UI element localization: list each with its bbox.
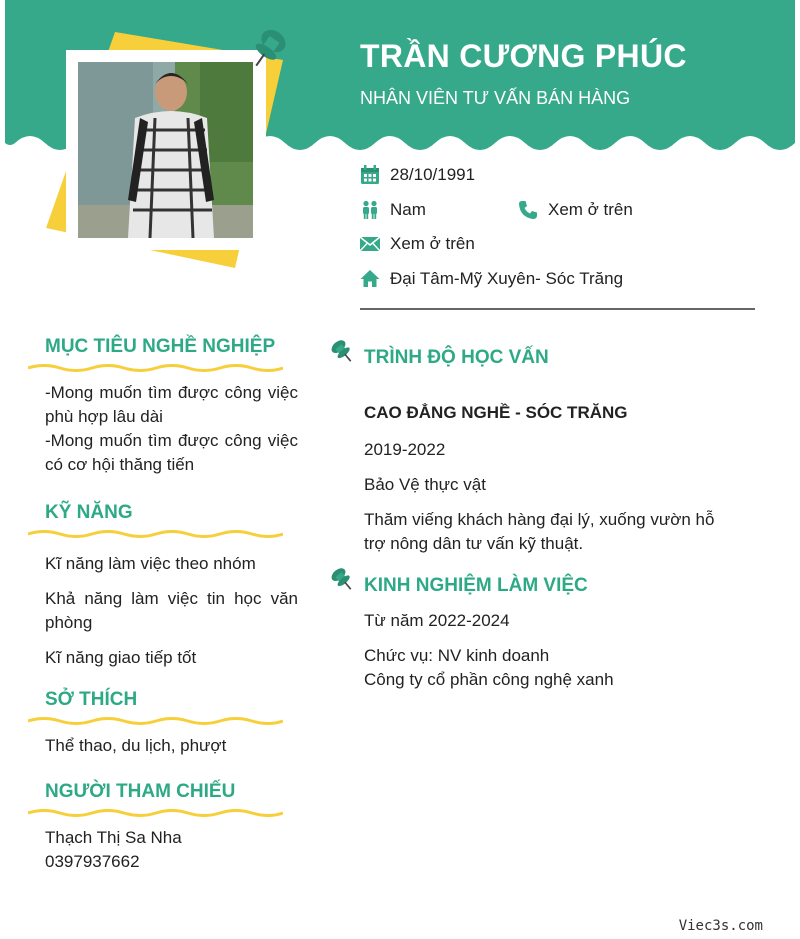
experience-period: Từ năm 2022-2024 xyxy=(364,611,510,630)
info-phone xyxy=(518,200,633,220)
skills-title: KỸ NĂNG xyxy=(45,502,133,523)
experience-title: KINH NGHIỆM LÀM VIỆC xyxy=(364,575,588,596)
skill-item: Khả năng làm việc tin học văn phòng xyxy=(45,589,298,632)
hobbies-title: SỞ THÍCH xyxy=(45,689,138,710)
experience-position: Chức vụ: NV kinh doanh xyxy=(364,646,550,665)
references-underline xyxy=(28,807,283,817)
references-title: NGƯỜI THAM CHIẾU xyxy=(45,781,236,802)
pushpin-icon xyxy=(330,567,356,593)
info-address xyxy=(360,269,623,289)
footer-brand: Viec3s.com xyxy=(678,918,763,934)
hobbies-underline xyxy=(28,715,283,725)
objective-text xyxy=(45,381,298,477)
objective-underline xyxy=(28,362,283,372)
education-school: CAO ĐẲNG NGHỀ - SÓC TRĂNG xyxy=(364,403,628,422)
education-major: Bảo Vệ thực vật xyxy=(364,475,486,494)
skill-item: Kĩ năng giao tiếp tốt xyxy=(45,648,197,667)
objective-line: -Mong muốn tìm được công việc phù hợp lâu dài xyxy=(45,383,298,426)
calendar-icon xyxy=(360,165,380,185)
info-gender xyxy=(360,200,426,220)
education-description: Thăm viếng khách hàng đại lý, xuống vườn hỗ trợ nông dân tư vấn kỹ thuật. xyxy=(364,510,715,553)
skills-underline xyxy=(28,528,283,538)
gender-value: Nam xyxy=(390,200,426,219)
home-icon xyxy=(360,269,380,289)
reference-name: Thạch Thị Sa Nha xyxy=(45,828,182,847)
objective-title: MỤC TIÊU NGHỀ NGHIỆP xyxy=(45,336,276,357)
address-value: Đại Tâm-Mỹ Xuyên- Sóc Trăng xyxy=(390,269,624,288)
phone-value: Xem ở trên xyxy=(548,200,633,219)
email-value: Xem ở trên xyxy=(390,234,475,253)
profile-photo xyxy=(78,62,253,238)
skill-item: Kĩ năng làm việc theo nhóm xyxy=(45,554,256,573)
experience-details xyxy=(364,644,724,692)
pushpin-icon xyxy=(330,339,356,365)
hobbies-text: Thể thao, du lịch, phượt xyxy=(45,736,227,755)
people-icon xyxy=(360,200,380,220)
objective-line: -Mong muốn tìm được công việc có cơ hội thăng tiến xyxy=(45,431,298,474)
experience-company: Công ty cổ phần công nghệ xanh xyxy=(364,670,614,689)
email-icon xyxy=(360,234,380,254)
candidate-name: TRẦN CƯƠNG PHÚC xyxy=(360,38,687,74)
candidate-role: NHÂN VIÊN TƯ VẤN BÁN HÀNG xyxy=(360,88,631,108)
references-text xyxy=(45,826,298,874)
info-divider xyxy=(360,308,755,310)
phone-icon xyxy=(518,200,538,220)
reference-phone: 0397937662 xyxy=(45,852,140,871)
birthday-value: 28/10/1991 xyxy=(390,165,476,184)
info-birthday xyxy=(360,165,475,185)
info-email xyxy=(360,234,475,254)
education-period: 2019-2022 xyxy=(364,440,446,459)
education-title: TRÌNH ĐỘ HỌC VẤN xyxy=(364,347,549,368)
